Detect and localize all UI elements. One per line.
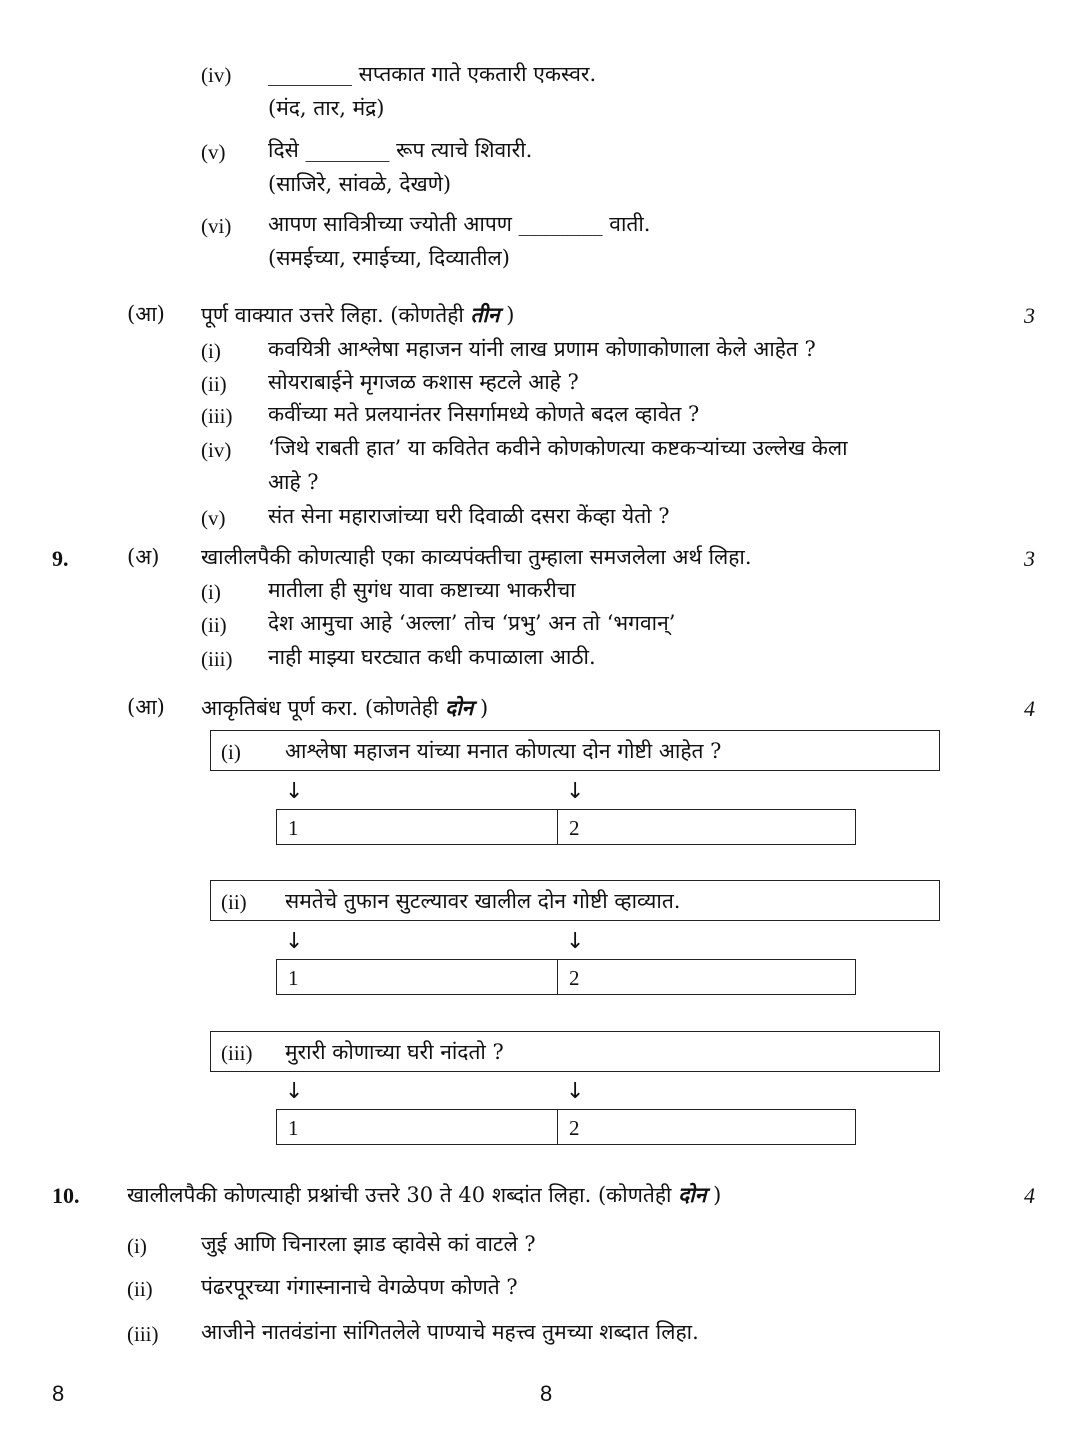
item-number: (iii) bbox=[221, 1041, 253, 1065]
page-code: 8 bbox=[52, 1381, 65, 1406]
question-text-cont: आहे ? bbox=[268, 470, 319, 494]
section-label: (अ) bbox=[127, 545, 160, 569]
arrow-down-icon: ↓ bbox=[566, 1079, 585, 1104]
question-text: आजीने नातवंडांना सांगितलेले पाण्याचे महत्त्व तुमच्या शब्दात लिहा. bbox=[201, 1320, 699, 1344]
diagram-question: आश्लेषा महाजन यांच्या मनात कोणत्या दोन गोष्टी आहेत ? bbox=[285, 739, 722, 763]
arrow-down-icon: ↓ bbox=[566, 929, 585, 954]
item-number: (i) bbox=[201, 339, 221, 363]
answer-cell-1: 1 bbox=[277, 810, 558, 844]
question-text: ‘जिथे राबती हात’ या कवितेत कवीने कोणकोणत्या कष्टकऱ्यांच्या उल्लेख केला bbox=[268, 436, 848, 460]
item-number: (i) bbox=[127, 1234, 147, 1258]
item-number: (iii) bbox=[201, 404, 233, 428]
item-number: (v) bbox=[201, 140, 226, 164]
item-number: (vi) bbox=[201, 214, 232, 238]
item-number: (i) bbox=[201, 580, 221, 604]
poem-line: मातीला ही सुगंध यावा कष्टाच्या भाकरीचा bbox=[268, 578, 576, 602]
item-number: (iv) bbox=[201, 63, 232, 87]
poem-line: नाही माझ्या घरट्यात कधी कपाळाला आठी. bbox=[268, 645, 596, 669]
answer-cell-1: 1 bbox=[277, 1110, 558, 1144]
diagram-question-box bbox=[210, 730, 940, 771]
item-options: (मंद, तार, मंद्र) bbox=[268, 96, 385, 120]
question-text: कवींच्या मते प्रलयानंतर निसर्गामध्ये कोणते बदल व्हावेत ? bbox=[268, 402, 700, 426]
arrow-down-icon: ↓ bbox=[285, 1079, 304, 1104]
diagram-answer-box bbox=[276, 1109, 856, 1145]
item-options: (साजिरे, सांवळे, देखणे) bbox=[268, 172, 452, 196]
marks: 4 bbox=[1024, 1183, 1035, 1208]
question-text: सोयराबाईने मृगजळ कशास म्हटले आहे ? bbox=[268, 370, 579, 394]
diagram-question: समतेचे तुफान सुटल्यावर खालील दोन गोष्टी व्हाव्यात. bbox=[285, 889, 681, 913]
section-instruction: पूर्ण वाक्यात उत्तरे लिहा. (कोणतेही तीन ) bbox=[201, 302, 515, 327]
question-number: 10. bbox=[52, 1183, 80, 1208]
section-instruction: आकृतिबंध पूर्ण करा. (कोणतेही दोन ) bbox=[201, 695, 489, 720]
item-text: दिसे ________ रूप त्याचे शिवारी. bbox=[268, 138, 533, 162]
section-label: (आ) bbox=[127, 695, 165, 719]
question-text: संत सेना महाराजांच्या घरी दिवाळी दसरा केंव्हा येतो ? bbox=[268, 504, 670, 528]
poem-line: देश आमुचा आहे ‘अल्ला’ तोच ‘प्रभु’ अन तो ‘भगवान्’ bbox=[268, 611, 676, 635]
arrow-down-icon: ↓ bbox=[285, 779, 304, 804]
item-text: ________ सप्तकात गाते एकतारी एकस्वर. bbox=[268, 62, 597, 86]
diagram-question: मुरारी कोणाच्या घरी नांदतो ? bbox=[285, 1040, 504, 1064]
item-number: (ii) bbox=[201, 372, 227, 396]
item-options: (समईच्या, रमाईच्या, दिव्यातील) bbox=[268, 246, 510, 270]
item-number: (iv) bbox=[201, 438, 232, 462]
diagram-question-box bbox=[210, 1031, 940, 1072]
answer-cell-2: 2 bbox=[569, 966, 580, 990]
item-text: आपण सावित्रीच्या ज्योती आपण ________ वाती. bbox=[268, 212, 651, 236]
arrow-down-icon: ↓ bbox=[566, 779, 585, 804]
page-number: 8 bbox=[540, 1381, 553, 1406]
question-text: जुई आणि चिनारला झाड व्हावेसे कां वाटले ? bbox=[201, 1232, 536, 1256]
question-text: पंढरपूरच्या गंगास्नानाचे वेगळेपण कोणते ? bbox=[201, 1275, 518, 1299]
section-label: (आ) bbox=[127, 302, 165, 326]
marks: 3 bbox=[1024, 546, 1035, 571]
item-number: (i) bbox=[221, 740, 241, 764]
arrow-down-icon: ↓ bbox=[285, 929, 304, 954]
answer-cell-1: 1 bbox=[277, 960, 558, 994]
item-number: (ii) bbox=[201, 613, 227, 637]
diagram-answer-box bbox=[276, 959, 856, 995]
item-number: (ii) bbox=[221, 890, 247, 914]
question-text: कवयित्री आश्लेषा महाजन यांनी लाख प्रणाम कोणाकोणाला केले आहेत ? bbox=[268, 337, 816, 361]
section-instruction: खालीलपैकी कोणत्याही एका काव्यपंक्तीचा तुम्हाला समजलेला अर्थ लिहा. bbox=[201, 545, 752, 569]
item-number: (iii) bbox=[127, 1322, 159, 1346]
marks: 3 bbox=[1024, 303, 1035, 328]
marks: 4 bbox=[1024, 696, 1035, 721]
answer-cell-2: 2 bbox=[569, 1116, 580, 1140]
item-number: (ii) bbox=[127, 1277, 153, 1301]
answer-cell-2: 2 bbox=[569, 816, 580, 840]
item-number: (v) bbox=[201, 506, 226, 530]
diagram-question-box bbox=[210, 880, 940, 921]
question-number: 9. bbox=[52, 546, 69, 571]
item-number: (iii) bbox=[201, 647, 233, 671]
diagram-answer-box bbox=[276, 809, 856, 845]
section-instruction: खालीलपैकी कोणत्याही प्रश्नांची उत्तरे 30 ते 40 शब्दांत लिहा. (कोणतेही दोन ) bbox=[127, 1182, 722, 1207]
